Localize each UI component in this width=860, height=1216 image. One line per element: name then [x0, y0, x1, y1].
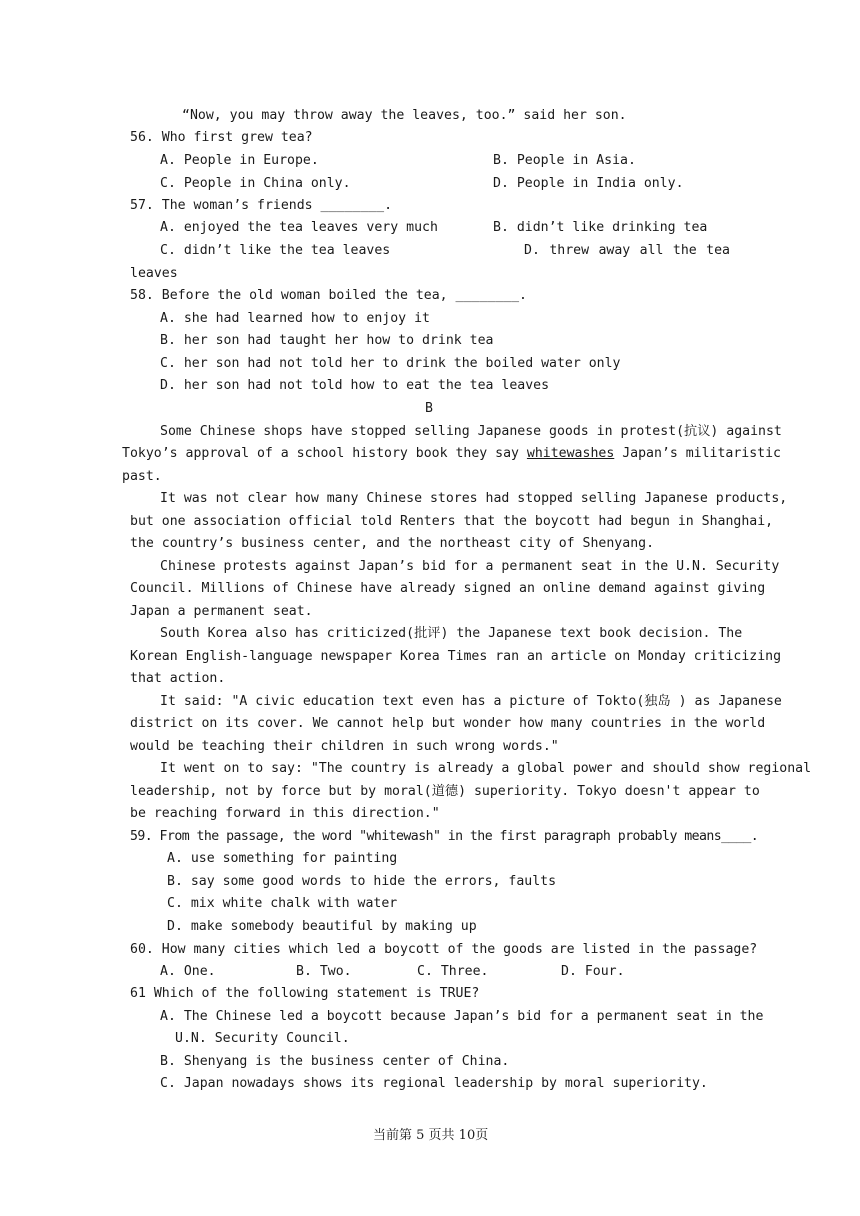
section-heading: B — [425, 401, 433, 416]
passage-line: Korean English-language newspaper Korea Times ran an article on Monday criticizing — [130, 649, 782, 664]
q57-d-word: tea — [706, 243, 730, 258]
q58-option-c[interactable]: C. her son had not told her to drink the boiled water only — [160, 356, 621, 371]
passage-line: would be teaching their children in such wrong words." — [130, 739, 559, 754]
q61-option-a-wrap: U.N. Security Council. — [175, 1031, 350, 1046]
q56-option-a[interactable]: A. People in Europe. — [160, 153, 319, 168]
q58-option-d[interactable]: D. her son had not told how to eat the tea leaves — [160, 378, 550, 393]
q57-d-word: D. — [524, 243, 540, 258]
intro-line: “Now, you may throw away the leaves, too.” said her son. — [182, 108, 627, 123]
q60-option-d[interactable]: D. Four. — [561, 964, 625, 979]
passage-text: Some Chinese shops have stopped selling Japanese goods in protest(抗议) against — [160, 424, 782, 439]
q60-stem: 60. How many cities which led a boycott of the goods are listed in the passage? — [130, 942, 758, 957]
q56-option-d[interactable]: D. People in India only. — [493, 176, 684, 191]
passage-line: South Korea also has criticized(批评) the Japanese text book decision. The — [160, 626, 743, 641]
passage-line — [160, 424, 782, 440]
q61-option-c[interactable]: C. Japan nowadays shows its regional leadership by moral superiority. — [160, 1076, 708, 1091]
passage-line: past. — [122, 469, 162, 484]
q58-stem: 58. Before the old woman boiled the tea, ________. — [130, 288, 527, 303]
passage-line: leadership, not by force but by moral(道德) superiority. Tokyo doesn't appear to — [130, 784, 760, 799]
q56-option-c[interactable]: C. People in China only. — [160, 176, 351, 191]
passage-line: It said: "A civic education text even has a picture of Tokto(独岛 ) as Japanese — [160, 694, 782, 709]
q57-d-word: all — [639, 243, 664, 258]
q57-d-word: threw — [549, 243, 590, 258]
q61-stem: 61 Which of the following statement is TRUE? — [130, 986, 480, 1001]
q57-option-a[interactable]: A. enjoyed the tea leaves very much — [160, 220, 438, 235]
passage-line: be reaching forward in this direction." — [130, 806, 440, 821]
q57-option-c[interactable]: C. didn’t like the tea leaves — [160, 243, 391, 258]
passage-text: Japan’s militaristic — [614, 446, 781, 461]
q61-option-a[interactable]: A. The Chinese led a boycott because Japan’s bid for a permanent seat in the — [160, 1009, 764, 1024]
passage-line: that action. — [130, 671, 226, 686]
q57-option-d-wrap: leaves — [130, 266, 178, 281]
q57-d-word: away — [598, 243, 631, 258]
passage-line: It went on to say: "The country is already a global power and should show regional — [160, 761, 812, 776]
q57-option-b[interactable]: B. didn’t like drinking tea — [493, 220, 708, 235]
q57-d-word: the — [672, 243, 697, 258]
q59-option-c[interactable]: C. mix white chalk with water — [167, 896, 398, 911]
q61-option-b[interactable]: B. Shenyang is the business center of China. — [160, 1054, 510, 1069]
page-footer: 当前第 5 页共 10页 — [373, 1128, 489, 1143]
q57-stem: 57. The woman’s friends ________. — [130, 198, 393, 213]
q56-option-b[interactable]: B. People in Asia. — [493, 153, 636, 168]
q57-option-d[interactable] — [524, 243, 730, 259]
passage-text: Tokyo’s approval of a school history book they say — [122, 446, 527, 461]
q59-stem: 59. From the passage, the word "whitewash" in the first paragraph probably means____. — [130, 829, 759, 844]
passage-line — [122, 446, 781, 462]
passage-line: the country’s business center, and the northeast city of Shenyang. — [130, 536, 655, 551]
q56-stem: 56. Who first grew tea? — [130, 130, 313, 145]
underlined-word: whitewashes — [526, 446, 615, 461]
passage-line: Council. Millions of Chinese have already signed an online demand against giving — [130, 581, 766, 596]
q60-option-c[interactable]: C. Three. — [417, 964, 489, 979]
q58-option-a[interactable]: A. she had learned how to enjoy it — [160, 311, 430, 326]
q60-option-a[interactable]: A. One. — [160, 964, 216, 979]
passage-line: but one association official told Renters that the boycott had begun in Shanghai, — [130, 514, 774, 529]
q58-option-b[interactable]: B. her son had taught her how to drink tea — [160, 333, 494, 348]
q59-option-d[interactable]: D. make somebody beautiful by making up — [167, 919, 477, 934]
passage-line: Japan a permanent seat. — [130, 604, 313, 619]
q59-option-a[interactable]: A. use something for painting — [167, 851, 398, 866]
passage-line: district on its cover. We cannot help but wonder how many countries in the world — [130, 716, 766, 731]
q59-option-b[interactable]: B. say some good words to hide the errors, faults — [167, 874, 557, 889]
q60-option-b[interactable]: B. Two. — [296, 964, 352, 979]
passage-line: It was not clear how many Chinese stores had stopped selling Japanese products, — [160, 491, 788, 506]
passage-line: Chinese protests against Japan’s bid for a permanent seat in the U.N. Security — [160, 559, 780, 574]
